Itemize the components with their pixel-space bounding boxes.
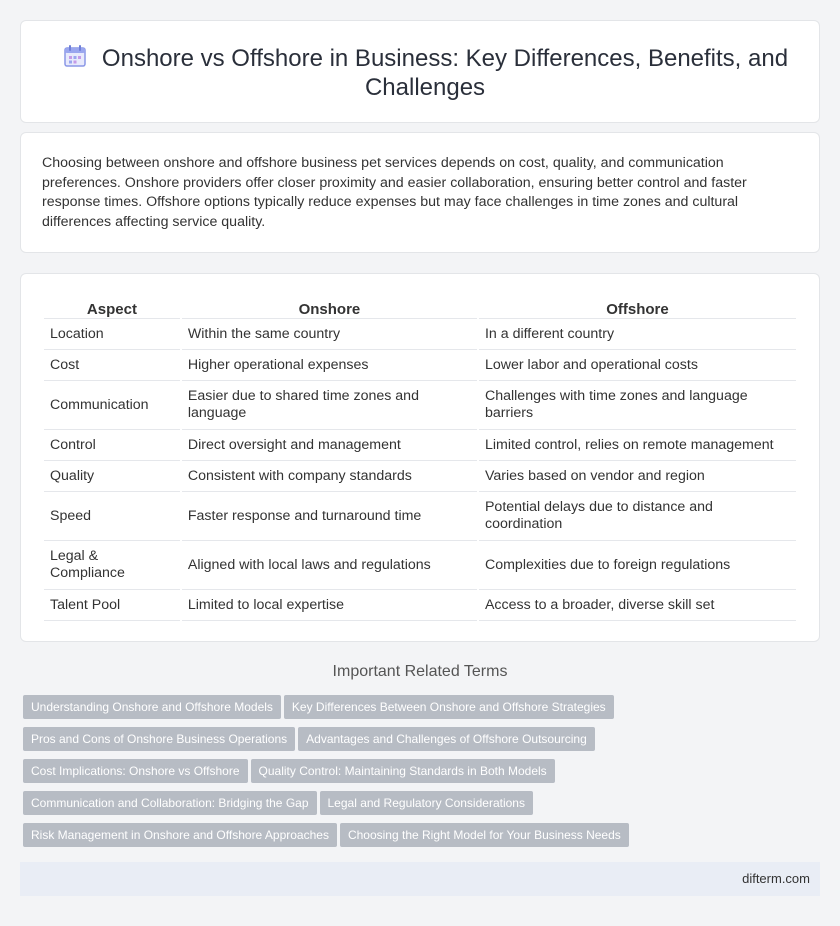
- cell-aspect: Communication: [44, 381, 180, 430]
- cell-offshore: Limited control, relies on remote management: [479, 430, 796, 461]
- intro-paragraph: Choosing between onshore and offshore business pet services depends on cost, quality, and communication preferences. Onshore providers offer closer proximity and easier collaboration, ensuring better control and faster response times. Offshore options typically reduce expenses but may face challenges in time zones and cultural differences affecting service quality.: [42, 155, 747, 230]
- cell-aspect: Control: [44, 430, 180, 461]
- table-row: [44, 430, 796, 461]
- related-term-tag[interactable]: Quality Control: Maintaining Standards in Both Models: [251, 759, 555, 783]
- cell-aspect: Talent Pool: [44, 590, 180, 621]
- table-row: [44, 381, 796, 430]
- related-terms-heading: Important Related Terms: [332, 663, 508, 680]
- cell-aspect: Legal & Compliance: [44, 541, 180, 590]
- page-title-text: Onshore vs Offshore in Business: Key Differences, Benefits, and Challenges: [101, 45, 789, 101]
- related-term-tag[interactable]: Advantages and Challenges of Offshore Outsourcing: [298, 727, 595, 751]
- cell-onshore: Easier due to shared time zones and language: [182, 381, 477, 430]
- tag-row: [23, 823, 813, 855]
- header-offshore: Offshore: [479, 295, 796, 319]
- table-row: [44, 350, 796, 381]
- header-card: [20, 20, 820, 123]
- cell-offshore: Varies based on vendor and region: [479, 461, 796, 492]
- related-term-tag[interactable]: Legal and Regulatory Considerations: [320, 791, 533, 815]
- related-term-tag[interactable]: Choosing the Right Model for Your Business Needs: [340, 823, 629, 847]
- cell-onshore: Limited to local expertise: [182, 590, 477, 621]
- comparison-table: [42, 295, 798, 621]
- cell-onshore: Faster response and turnaround time: [182, 492, 477, 541]
- header-onshore: Onshore: [182, 295, 477, 319]
- page-title: [61, 43, 789, 102]
- cell-aspect: Cost: [44, 350, 180, 381]
- header-aspect: Aspect: [44, 295, 180, 319]
- related-term-tag[interactable]: Communication and Collaboration: Bridging the Gap: [23, 791, 317, 815]
- cell-aspect: Speed: [44, 492, 180, 541]
- cell-onshore: Within the same country: [182, 319, 477, 350]
- comparison-card: [20, 273, 820, 642]
- cell-aspect: Quality: [44, 461, 180, 492]
- tag-row: [23, 727, 813, 759]
- cell-offshore: Challenges with time zones and language barriers: [479, 381, 796, 430]
- cell-offshore: Potential delays due to distance and coordination: [479, 492, 796, 541]
- cell-offshore: Access to a broader, diverse skill set: [479, 590, 796, 621]
- cell-onshore: Consistent with company standards: [182, 461, 477, 492]
- tag-row: [23, 791, 813, 823]
- table-row: [44, 319, 796, 350]
- footer: [20, 862, 820, 896]
- related-term-tag[interactable]: Risk Management in Onshore and Offshore Approaches: [23, 823, 337, 847]
- related-term-tag[interactable]: Understanding Onshore and Offshore Models: [23, 695, 281, 719]
- cell-onshore: Higher operational expenses: [182, 350, 477, 381]
- related-term-tag[interactable]: Cost Implications: Onshore vs Offshore: [23, 759, 248, 783]
- cell-onshore: Aligned with local laws and regulations: [182, 541, 477, 590]
- cell-offshore: Lower labor and operational costs: [479, 350, 796, 381]
- related-terms-list: [23, 695, 813, 855]
- related-term-tag[interactable]: Pros and Cons of Onshore Business Operations: [23, 727, 295, 751]
- cell-onshore: Direct oversight and management: [182, 430, 477, 461]
- tag-row: [23, 759, 813, 791]
- calendar-icon: [62, 43, 88, 69]
- table-row: [44, 492, 796, 541]
- tag-row: [23, 695, 813, 727]
- related-term-tag[interactable]: Key Differences Between Onshore and Offshore Strategies: [284, 695, 614, 719]
- intro-card: [20, 132, 820, 253]
- table-header-row: [44, 295, 796, 319]
- footer-site-link[interactable]: difterm.com: [742, 871, 810, 886]
- cell-offshore: In a different country: [479, 319, 796, 350]
- cell-aspect: Location: [44, 319, 180, 350]
- cell-offshore: Complexities due to foreign regulations: [479, 541, 796, 590]
- table-row: [44, 541, 796, 590]
- table-row: [44, 590, 796, 621]
- table-row: [44, 461, 796, 492]
